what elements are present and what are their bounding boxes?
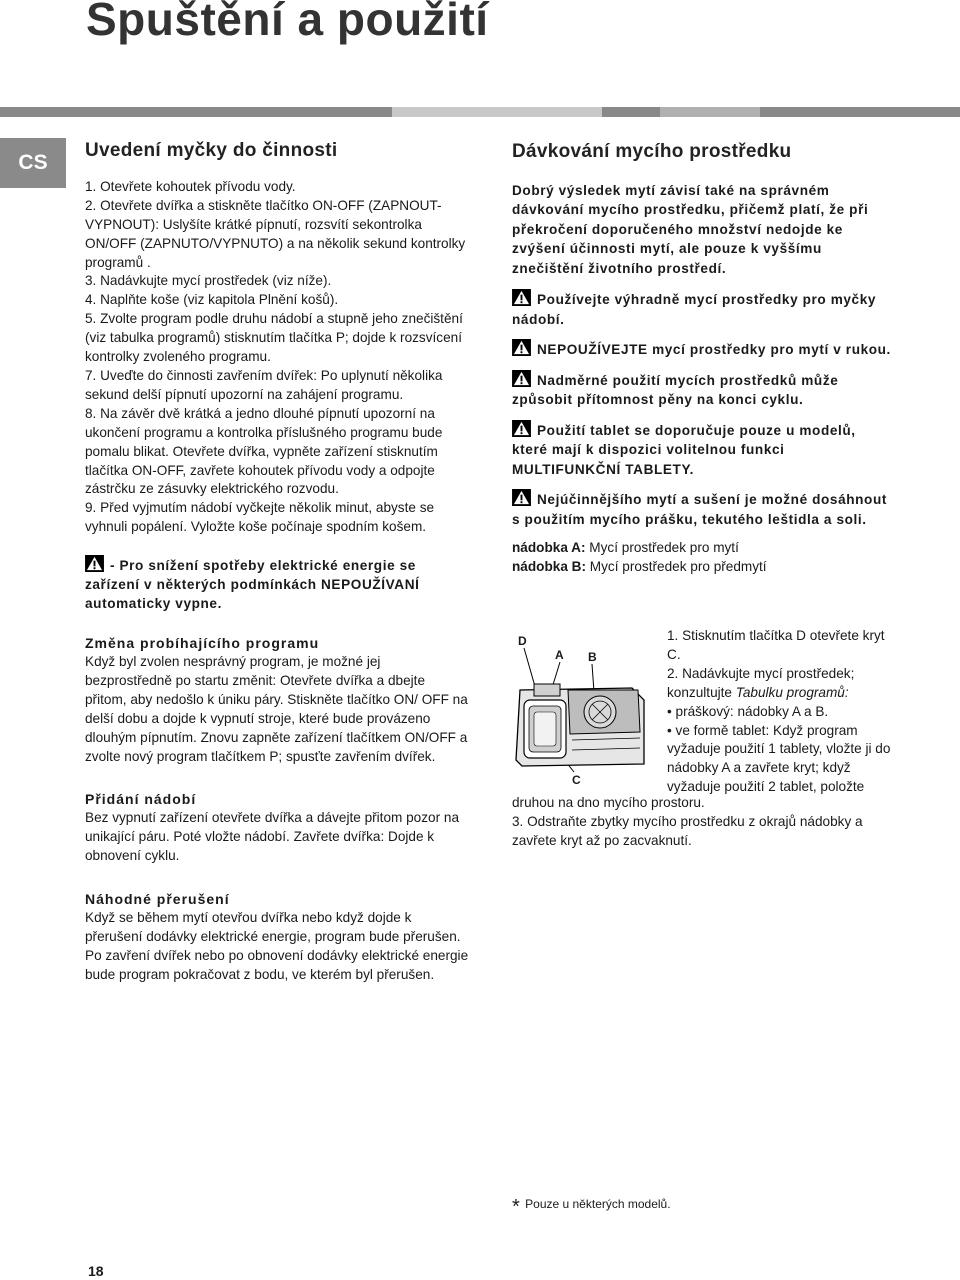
dispenser-instructions (667, 627, 895, 797)
warning-item (512, 289, 892, 329)
warning-item (512, 339, 892, 360)
footnote-mark: * (512, 1196, 520, 1218)
warning-icon (512, 339, 531, 356)
header-bar-segment (660, 107, 760, 117)
step: 9. Před vyjmutím nádobí vyčkejte několik minut, abyste se vyhnuli popálení. Vyložte koše počínaje spodním košem. (85, 500, 435, 535)
step: 7. Uveďte do činnosti zavřením dvířek: Po uplynutí několika sekund delší pípnutí upozorní na zahájení programu. (85, 367, 443, 402)
compartment-b-text: Mycí prostředek pro předmytí (586, 559, 767, 575)
add-text: Bez vypnutí zařízení otevřete dvířka a dávejte přitom pozor na unikající páru. Poté vložte nádobí. Zavřete dvířka: Dojde k obnovení cyklu. (85, 810, 460, 864)
dispenser-diagram (512, 632, 652, 787)
warning-item (512, 370, 892, 410)
warning-item-text: Použití tablet se doporučuje pouze u modelů, které mají k dispozici volitelnou funkci MULTIFUNKČNÍ TABLETY. (512, 422, 856, 477)
step: 4. Naplňte koše (viz kapitola Plnění košů). (85, 292, 339, 308)
dispenser-step-italic: Tabulku programů: (735, 684, 849, 700)
compartment-b (512, 558, 892, 577)
warning-icon (512, 420, 531, 437)
footnote (512, 1196, 671, 1219)
section-heading-start: Uvedení myčky do činnosti (85, 140, 338, 161)
step: 3. Nadávkujte mycí prostředek (viz níže). (85, 273, 332, 289)
section-heading-change: Změna probíhajícího programu (85, 635, 320, 652)
step: 2. Otevřete dvířka a stiskněte tlačítko ON-OFF (ZAPNOUT-VYPNOUT): Uslyšíte krátké pípnutí, rozsvítí sekontrolka ON/OFF (ZAPNUTO/VYPNUTO) a na několik sekund kontrolky programů . (85, 197, 466, 270)
step: 8. Na závěr dvě krátká a jedno dlouhé pípnutí upozorní na ukončení programu a kontrolka příslušného programu bude pomalu blikat. Otevřete dvířka, vypněte zařízení stisknutím tlačítka ON-OFF, zavřete kohoutek přívodu vody a odpojte zástrčku ze zásuvky elektrického rozvodu. (85, 405, 443, 497)
step: 5. Zvolte program podle druhu nádobí a stupně jeho znečištění (viz tabulka programů) stisknutím tlačítka P; dojde k rozsvícení kontrolky zvoleného programu. (85, 311, 463, 365)
compartment-a-label: nádobka A: (512, 540, 586, 556)
warning-icon (512, 489, 531, 506)
dispenser-text: druhou na dno mycího prostoru. (512, 795, 705, 810)
label-d: D (518, 634, 527, 648)
warning-icon (512, 289, 531, 306)
label-b: B (588, 650, 597, 664)
energy-warning-text: - Pro snížení spotřeby elektrické energie se zařízení v některých podmínkách NEPOUŽÍVANÍ automaticky vypne. (85, 558, 420, 612)
dispenser-step (667, 665, 895, 703)
change-text: Když byl zvolen nesprávný program, je možné jej bezprostředně po startu změnit: Otevřete dvířka a dbejte přitom, aby nedošlo k úniku páry. Stiskněte tlačítko ON/ OFF na delší dobu a dojde k vypnutí stroje, které bude provázeno dlouhým pípnutím. Znovu zapněte zařízení tlačítkem ON/OFF a zvolte nový program tlačítkem P; spusťte zavřením dvířek. (85, 654, 468, 764)
header-bar (0, 107, 960, 117)
warning-item (512, 420, 892, 480)
page-title: Spuštění a použití (86, 0, 489, 45)
page-number: 18 (88, 1263, 104, 1279)
compartment-a (512, 539, 892, 558)
dispenser-instructions-cont (512, 794, 897, 851)
dispenser-bullet: • práškový: nádobky A a B. (667, 703, 829, 719)
label-a: A (555, 648, 564, 662)
dispenser-step-text: 2. Nadávkujte mycí prostředek; konzultujte (667, 665, 855, 700)
section-heading-interrupt: Náhodné přerušení (85, 891, 230, 908)
compartment-b-label: nádobka B: (512, 559, 587, 575)
energy-warning (85, 555, 470, 613)
step: 1. Otevřete kohoutek přívodu vody. (85, 178, 296, 194)
warning-item-text: Nejúčinnějšího mytí a sušení je možné dosáhnout s použitím mycího prášku, tekutého leštidla a soli. (512, 492, 887, 527)
compartment-a-text: Mycí prostředek pro mytí (585, 540, 739, 556)
interrupt-text: Když se během mytí otevřou dvířka nebo když dojde k přerušení dodávky elektrické energie, program bude přerušen. Po zavření dvířek nebo po obnovení dodávky elektrické energie bude program pokračovat z bodu, ve kterém byl přerušen. (85, 910, 469, 982)
warning-item (512, 489, 892, 529)
dispenser-drawing (512, 632, 652, 787)
left-column (85, 142, 470, 985)
warning-icon (512, 370, 531, 387)
language-tab: CS (0, 138, 66, 188)
section-heading-add: Přidání nádobí (85, 791, 197, 808)
dispenser-step: 1. Stisknutím tlačítka D otevřete kryt C. (667, 628, 885, 662)
warning-item-text: Používejte výhradně mycí prostředky pro myčky nádobí. (512, 292, 877, 327)
dispenser-step: 3. Odstraňte zbytky mycího prostředku z okrajů nádobky a zavřete kryt až po zacvaknutí. (512, 813, 863, 848)
footnote-text: Pouze u některých modelů. (525, 1197, 671, 1211)
warning-item-text: Nadměrné použití mycích prostředků může způsobit přítomnost pěny na konci cyklu. (512, 372, 839, 408)
header-bar-segment (392, 107, 602, 117)
label-c: C (572, 773, 581, 787)
warning-icon (85, 555, 104, 572)
right-column (512, 143, 892, 577)
detergent-intro: Dobrý výsledek mytí závisí také na správném dávkování mycího prostředku, přičemž platí, že při překročení doporučeného množství nedojde ke zvýšení účinnosti mytí, ale pouze k vyššímu znečištění životního prostředí. (512, 182, 869, 276)
dispenser-bullet: • ve formě tablet: Když program vyžaduje použití 1 tablety, vložte ji do nádobky A a zavřete kryt; když vyžaduje použití 2 tablet, položte (667, 722, 891, 795)
section-heading-detergent: Dávkování mycího prostředku (512, 141, 792, 162)
warning-item-text: NEPOUŽÍVEJTE mycí prostředky pro mytí v rukou. (537, 342, 891, 358)
